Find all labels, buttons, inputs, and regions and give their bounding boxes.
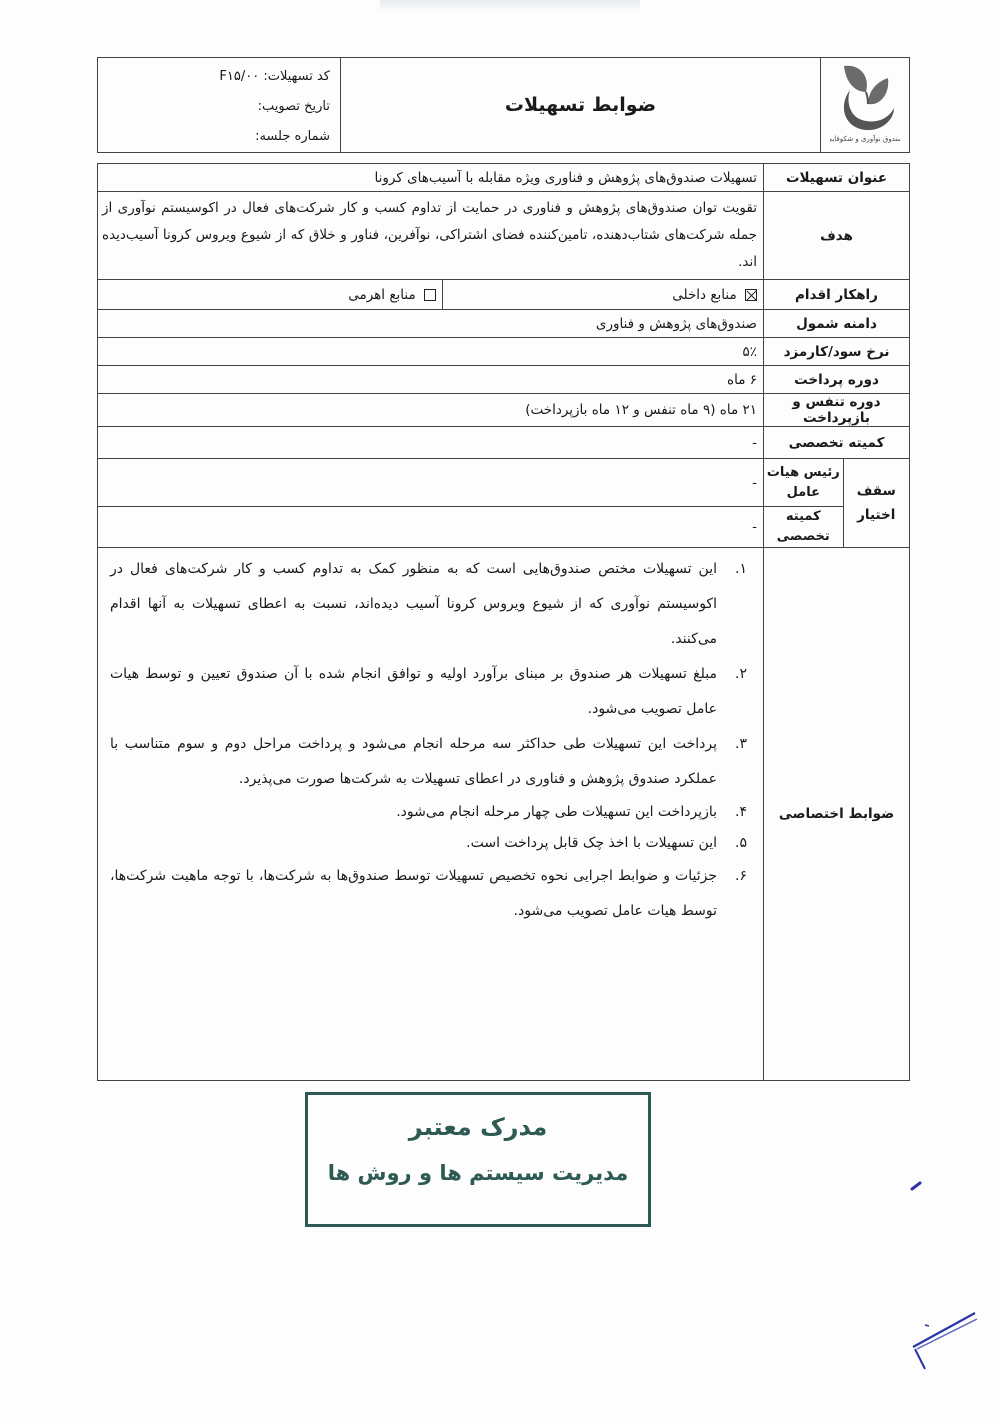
option-leverage-resources[interactable] (98, 280, 443, 310)
scan-smudge (380, 0, 640, 12)
option-leverage-label: منابع اهرمی (348, 286, 416, 303)
row-grace-repayment (98, 394, 910, 427)
document-meta (98, 58, 341, 153)
label-board-chair: رئیس هیات عامل (764, 459, 844, 507)
session-number: شماره جلسه: (255, 129, 330, 144)
specific-rules-list-cell (98, 548, 764, 1081)
value-grace-repayment: ۲۱ ماه (۹ ماه تنفس و ۱۲ ماه بازپرداخت) (98, 394, 764, 427)
rule-item: ۳. پرداخت این تسهیلات طی حداکثر سه مرحله انجام می‌شود و پرداخت مراحل دوم و سوم متناسب با عملکرد صندوق پژوهش و فناوری در اعطای تسهیلات به شرکت‌ها صورت می‌پذیرد. (110, 736, 747, 787)
label-facility-title: عنوان تسهیلات (764, 164, 910, 192)
label-specific-rules: ضوابط اختصاصی (764, 548, 910, 1081)
label-grace-repayment: دوره تنفس و بازپرداخت (764, 394, 910, 427)
row-authority-committee (98, 507, 910, 548)
value-authority-committee: - (98, 507, 764, 548)
value-committee: - (98, 427, 764, 459)
value-payment-period: ۶ ماه (98, 366, 764, 394)
option-internal-resources[interactable] (443, 280, 764, 310)
value-scope: صندوق‌های پژوهش و فناوری (98, 310, 764, 338)
rule-item: ۱. این تسهیلات مختص صندوق‌هایی است که به منظور کمک به تداوم کسب و کار شرکت‌های فعال در اکوسیستم نوآوری که از شیوع ویروس کرونا آسیب دیده‌اند، نسبت به اعطای تسهیلات به آنها اقدام می‌کنند. (110, 561, 747, 647)
value-board-chair: - (98, 459, 764, 507)
value-rate: ۵٪ (98, 338, 764, 366)
facility-table (97, 163, 910, 1081)
label-scope: دامنه شمول (764, 310, 910, 338)
rule-item: ۵. این تسهیلات با اخذ چک قابل پرداخت است. (466, 835, 747, 851)
row-specific-rules (98, 548, 910, 1081)
row-scope (98, 310, 910, 338)
validity-stamp (305, 1092, 651, 1227)
row-payment-period (98, 366, 910, 394)
checkbox-checked-icon[interactable] (745, 289, 757, 301)
document-header (97, 57, 910, 153)
rule-item: ۶. جزئیات و ضوابط اجرایی نحوه تخصیص تسهیلات توسط صندوق‌ها به شرکت‌ها، با توجه ماهیت شرکت‌ها، توسط هیات عامل تصویب می‌شود. (110, 868, 747, 919)
row-authority-head (98, 459, 910, 507)
row-committee (98, 427, 910, 459)
value-facility-title: تسهیلات صندوق‌های پژوهش و فناوری ویژه مقابله با آسیب‌های کرونا (98, 164, 764, 192)
document-title: ضوابط تسهیلات (341, 58, 821, 153)
row-strategy (98, 280, 910, 310)
approval-date: تاریخ تصویب: (257, 99, 330, 114)
svg-text:صندوق نوآوری و شکوفایی: صندوق نوآوری و شکوفایی (830, 135, 900, 143)
label-authority-committee: کمیته تخصصی (764, 507, 844, 548)
checkbox-empty-icon[interactable] (424, 289, 436, 301)
logo-cell (821, 58, 910, 153)
leaf-logo-icon (830, 62, 900, 144)
stamp-line-department: مدیریت سیستم ها و روش ها (327, 1161, 629, 1185)
label-goal: هدف (764, 192, 910, 280)
label-authority-ceiling: سقف اختیار (843, 459, 909, 548)
facility-code: کد تسهیلات: F۱۵/۰۰ (219, 69, 330, 84)
label-rate: نرخ سود/کارمزد (764, 338, 910, 366)
label-committee: کمیته تخصصی (764, 427, 910, 459)
specific-rules-list (110, 552, 753, 929)
row-goal (98, 192, 910, 280)
rule-item: ۴. بازپرداخت این تسهیلات طی چهار مرحله انجام می‌شود. (396, 804, 747, 820)
stamp-line-valid-document: مدرک معتبر (408, 1113, 548, 1141)
rule-item: ۲. مبلغ تسهیلات هر صندوق بر مبنای برآورد اولیه و توافق انجام شده با آن صندوق تعیین و توسط هیات عامل تصویب می‌شود. (110, 666, 747, 717)
option-internal-label: منابع داخلی (672, 286, 737, 303)
signature-initial-icon (905, 1305, 985, 1375)
row-rate (98, 338, 910, 366)
row-facility-title (98, 164, 910, 192)
pen-dot-mark-icon (910, 1180, 924, 1192)
label-payment-period: دوره پرداخت (764, 366, 910, 394)
value-goal: تقویت توان صندوق‌های پژوهش و فناوری در حمایت از تداوم کسب و کار شرکت‌های فعال در اکوسیستم نوآوری از جمله شرکت‌های شتاب‌دهنده، تامین‌کننده فضای اشتراکی، نوآفرین، فناور و خلاق که از شیوع ویروس کرونا آسیب‌دیده اند. (98, 192, 764, 280)
label-strategy: راهکار اقدام (764, 280, 910, 310)
